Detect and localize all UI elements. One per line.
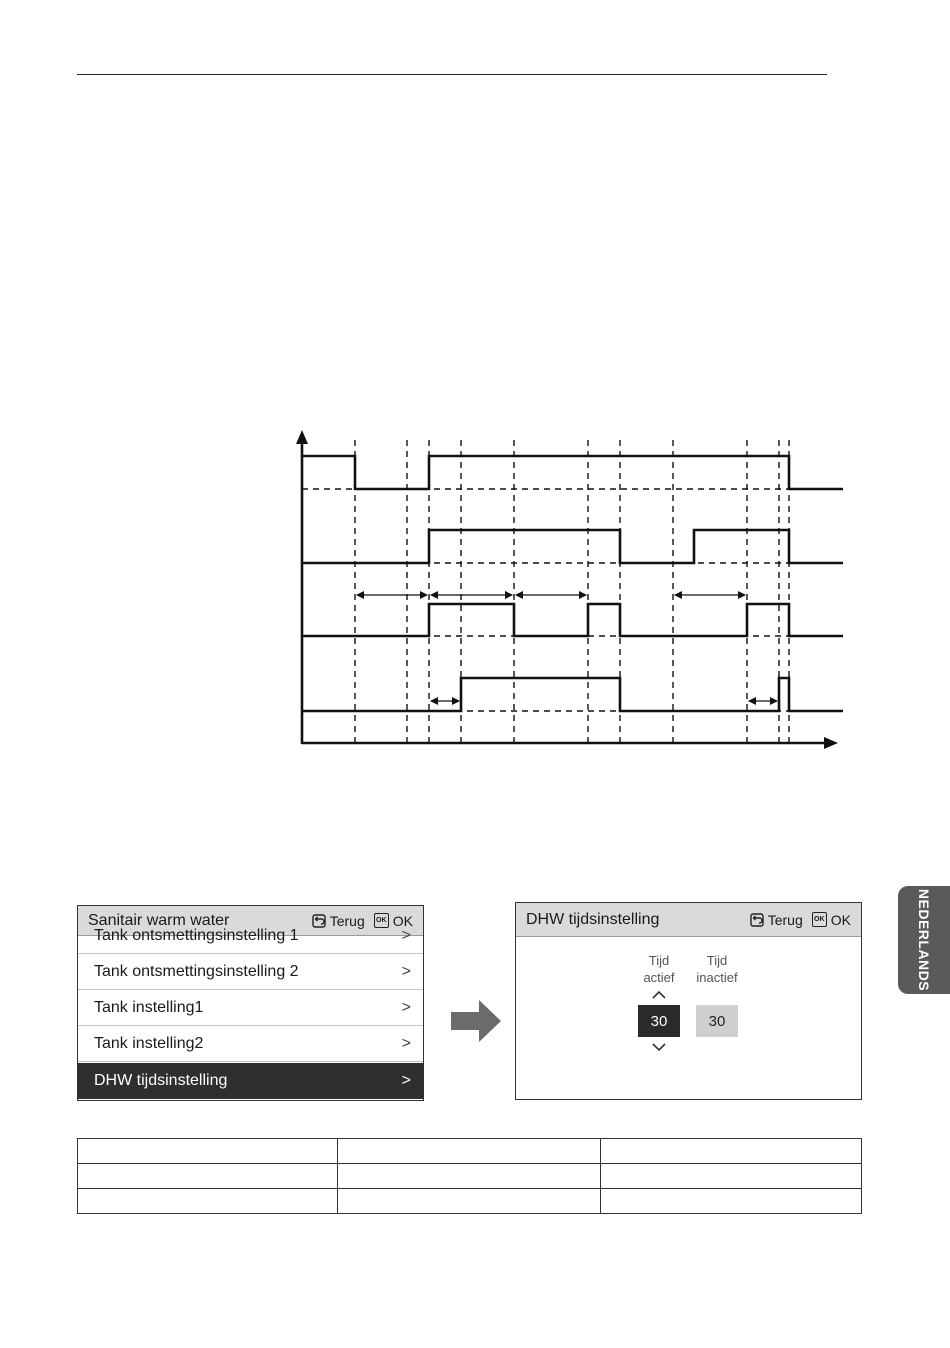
waveform-2 [302,530,843,563]
ok-button-label: OK [830,911,851,928]
ok-button-label: OK [392,912,413,929]
x-axis-arrowhead [824,737,838,749]
y-axis-arrowhead [296,430,308,444]
waveform-3 [302,604,843,636]
menu-list [78,926,423,1100]
arrow-right-icon [451,1000,501,1042]
back-button[interactable] [750,912,803,928]
menu-item-tank-setting-2[interactable] [78,1026,423,1062]
inactive-time-label: Tijd inactief [696,953,738,985]
table-cell [78,1164,338,1189]
chevron-right-icon: > [401,998,411,1016]
inactive-time-value[interactable]: 30 [696,1005,738,1037]
menu-screen-title: Sanitair warm water [88,911,230,929]
table-cell [601,1164,862,1189]
menu-item-dhw-time-setting[interactable] [78,1063,423,1099]
waveform-1 [302,456,843,489]
menu-item-tank-disinfection-2[interactable] [78,954,423,990]
back-icon [750,913,764,927]
chevron-right-icon: > [401,926,411,944]
chevron-down-icon[interactable] [652,1043,666,1052]
table-cell [601,1139,862,1164]
chevron-up-icon[interactable] [652,990,666,999]
table-cell [338,1189,601,1214]
table-cell [338,1164,601,1189]
ok-icon: OK [812,912,827,927]
time-markers [355,440,789,743]
back-button-label: Terug [329,912,365,929]
ok-icon: OK [374,913,389,928]
table-row [78,1164,862,1189]
menu-item-label: Tank ontsmettingsinstelling 2 [94,962,299,980]
menu-item-label: Tank instelling1 [94,998,204,1016]
language-tab [898,886,950,994]
menu-item-label: Tank ontsmettingsinstelling 1 [94,926,299,944]
language-tab-label: NEDERLANDS [916,888,932,992]
table-row [78,1139,862,1164]
table-row [78,1189,862,1214]
dhw-time-screen [515,902,862,1100]
settings-table [77,1138,862,1214]
menu-item-tank-setting-1[interactable] [78,990,423,1026]
dhw-screen-header [516,903,861,937]
table-cell [338,1139,601,1164]
active-time-label: Tijd actief [643,953,675,985]
back-button-label: Terug [767,911,803,928]
table-cell [78,1139,338,1164]
menu-item-label: DHW tijdsinstelling [94,1072,228,1089]
menu-item-label: Tank instelling2 [94,1034,204,1052]
chevron-right-icon: > [401,1072,411,1089]
menu-screen [77,905,424,1101]
chevron-right-icon: > [401,962,411,980]
table-cell [601,1189,862,1214]
waveform-4 [302,678,843,711]
chevron-right-icon: > [401,1034,411,1052]
dhw-screen-title: DHW tijdsinstelling [526,910,660,928]
menu-item-tank-disinfection-1[interactable] [78,918,423,954]
table-cell [78,1189,338,1214]
ok-button[interactable] [812,912,851,928]
active-time-value[interactable]: 30 [638,1005,680,1037]
